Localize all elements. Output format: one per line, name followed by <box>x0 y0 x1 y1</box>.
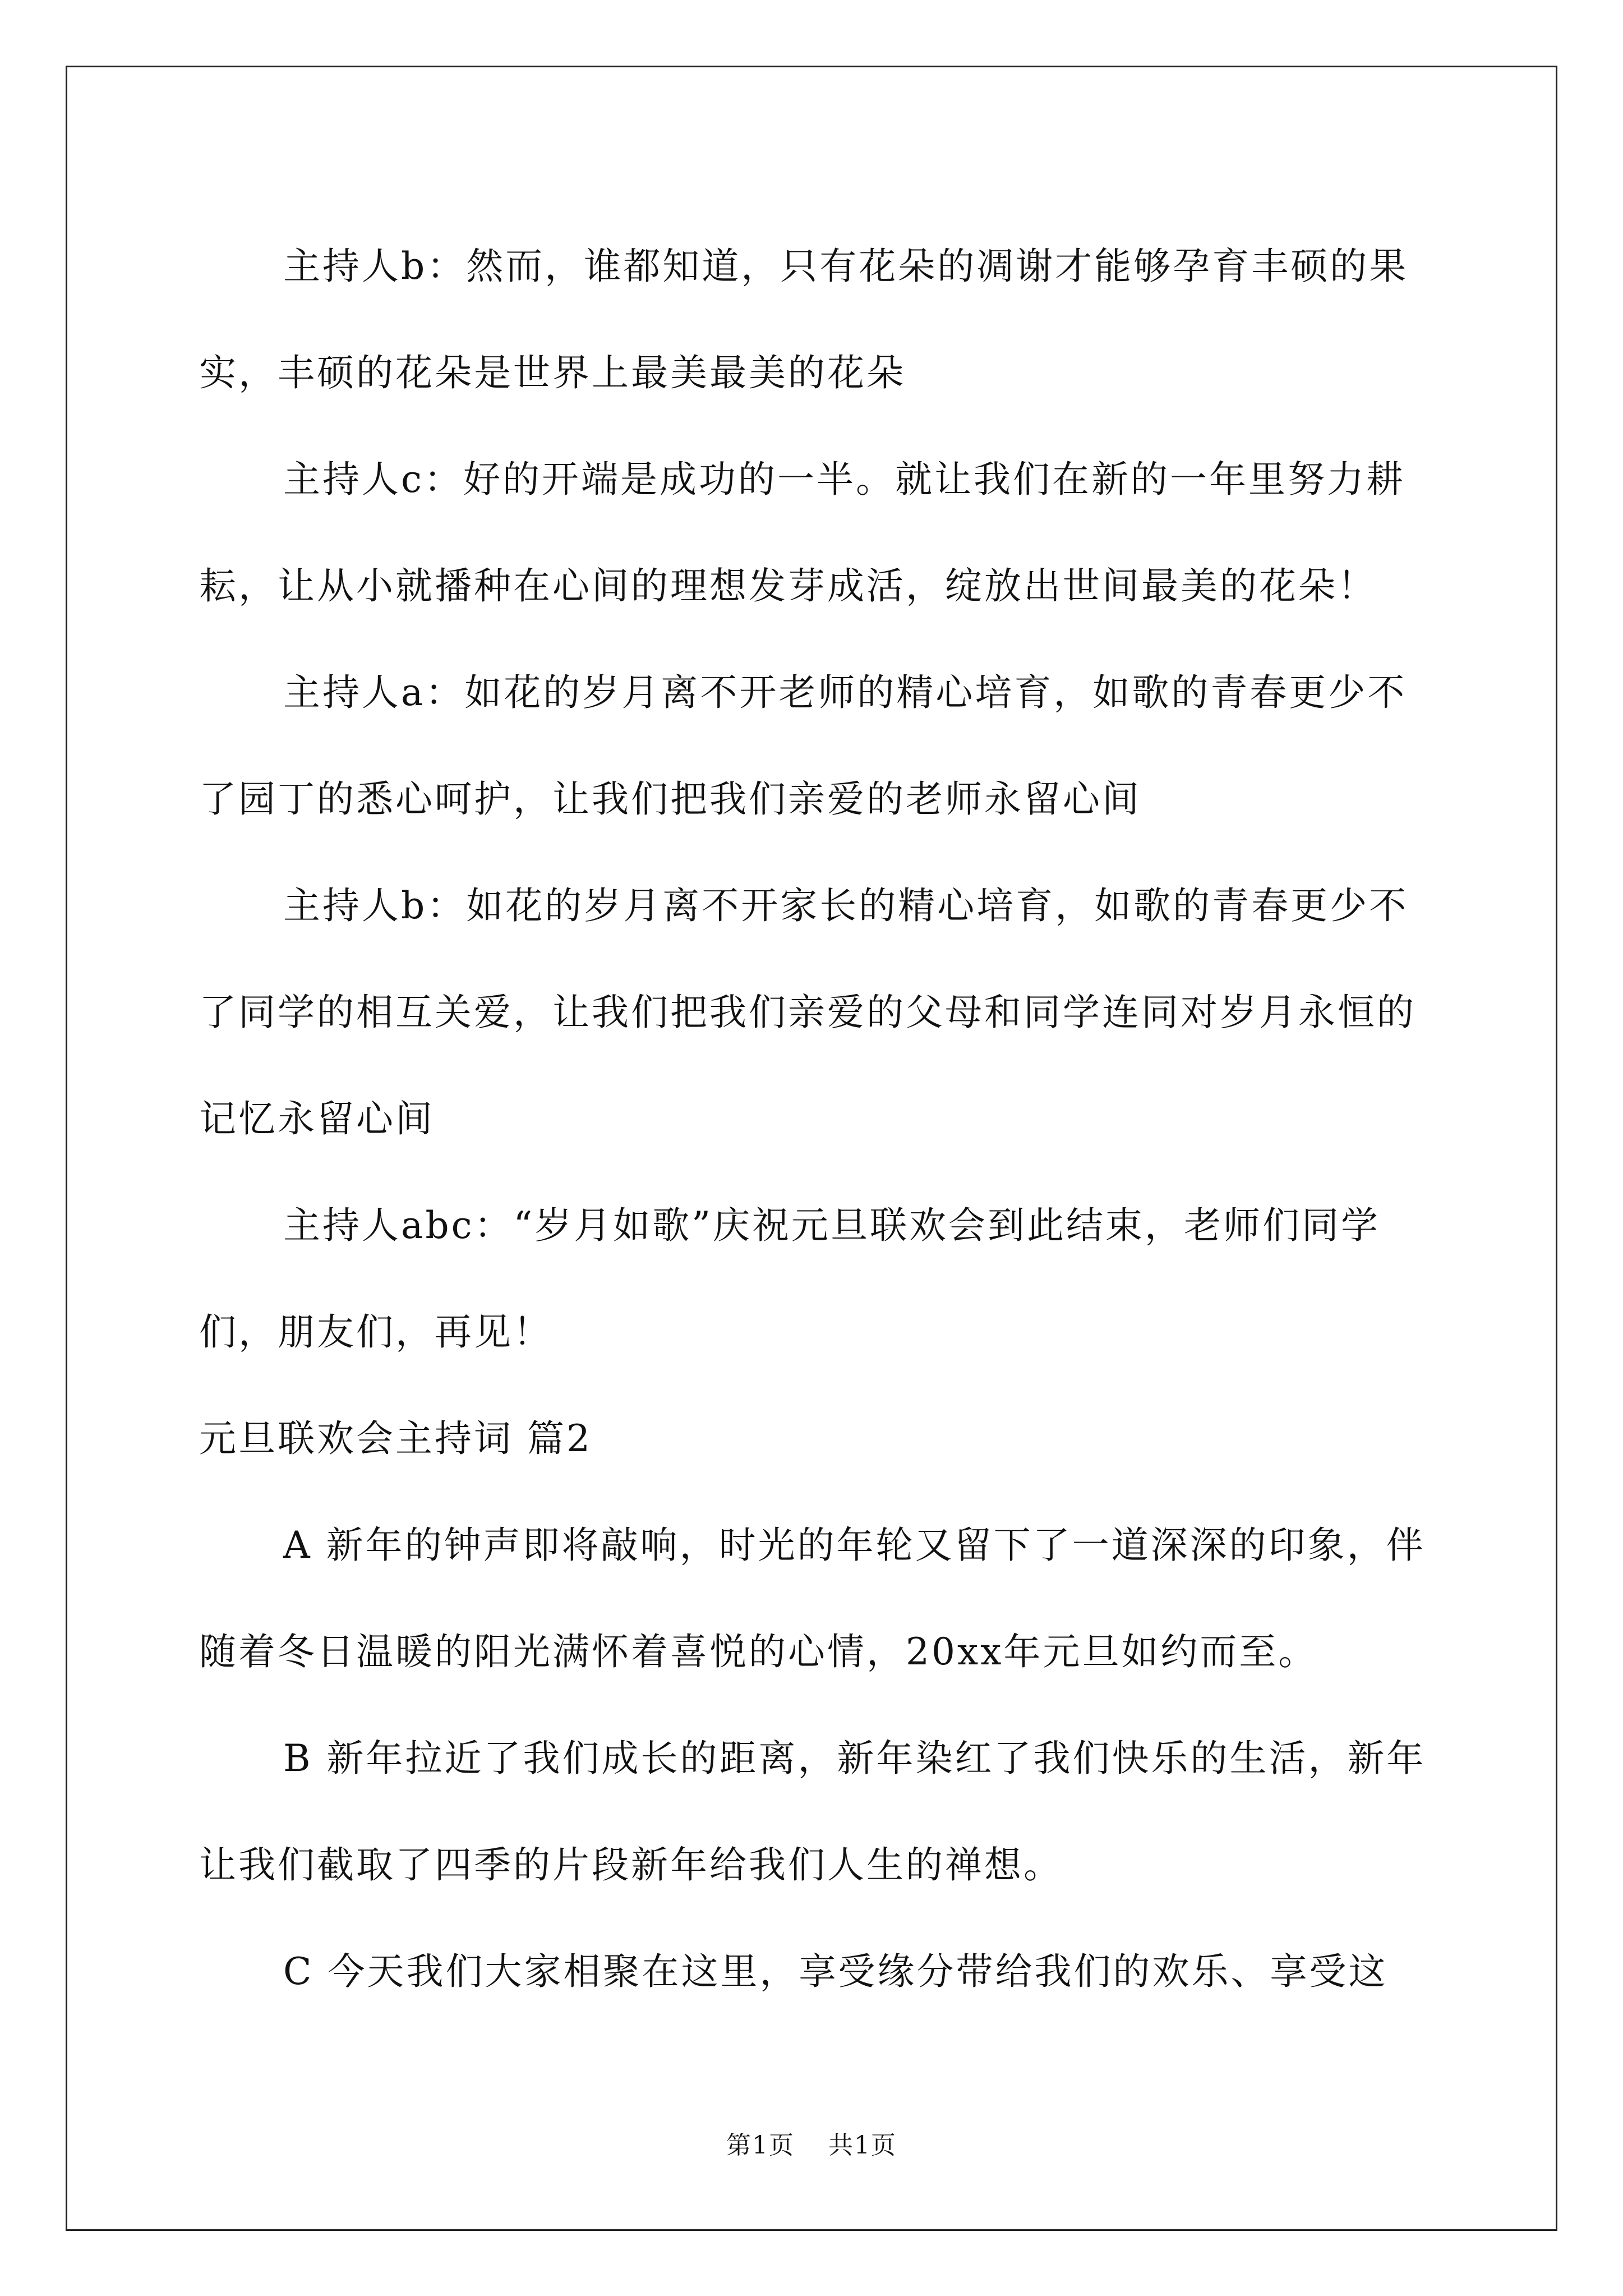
paragraph: C 今天我们大家相聚在这里，享受缘分带给我们的欢乐、享受这 <box>283 1950 1388 1993</box>
paragraph: 主持人c：好的开端是成功的一半。就让我们在新的一年里努力耕耘，让从小就播种在心间的理想发芽成活，绽放出世间最美的花朵！ <box>199 458 1405 608</box>
section-heading: 元旦联欢会主持词 篇2 <box>199 1417 592 1460</box>
page-footer <box>0 2125 1623 2161</box>
paragraph: 主持人abc：“岁月如歌”庆祝元旦联欢会到此结束，老师们同学们，朋友们，再见！ <box>199 1204 1381 1354</box>
page-number: 第1页 <box>726 2131 795 2160</box>
paragraph: A 新年的钟声即将敲响，时光的年轮又留下了一道深深的印象，伴随着冬日温暖的阳光满怀着喜悦的心情，20xx年元旦如约而至。 <box>199 1524 1426 1673</box>
paragraph: 主持人a：如花的岁月离不开老师的精心培育，如歌的青春更少不了园丁的悉心呵护，让我们把我们亲爱的老师永留心间 <box>199 671 1407 821</box>
page-total: 共1页 <box>828 2131 897 2160</box>
document-body <box>199 213 1433 2025</box>
paragraph: 主持人b：然而，谁都知道，只有花朵的凋谢才能够孕育丰硕的果实，丰硕的花朵是世界上最美最美的花朵 <box>199 245 1409 394</box>
paragraph: 主持人b：如花的岁月离不开家长的精心培育，如歌的青春更少不了同学的相互关爱，让我们把我们亲爱的父母和同学连同对岁月永恒的记忆永留心间 <box>199 884 1416 1140</box>
paragraph: B 新年拉近了我们成长的距离，新年染红了我们快乐的生活，新年让我们截取了四季的片段新年给我们人生的禅想。 <box>199 1737 1426 1887</box>
